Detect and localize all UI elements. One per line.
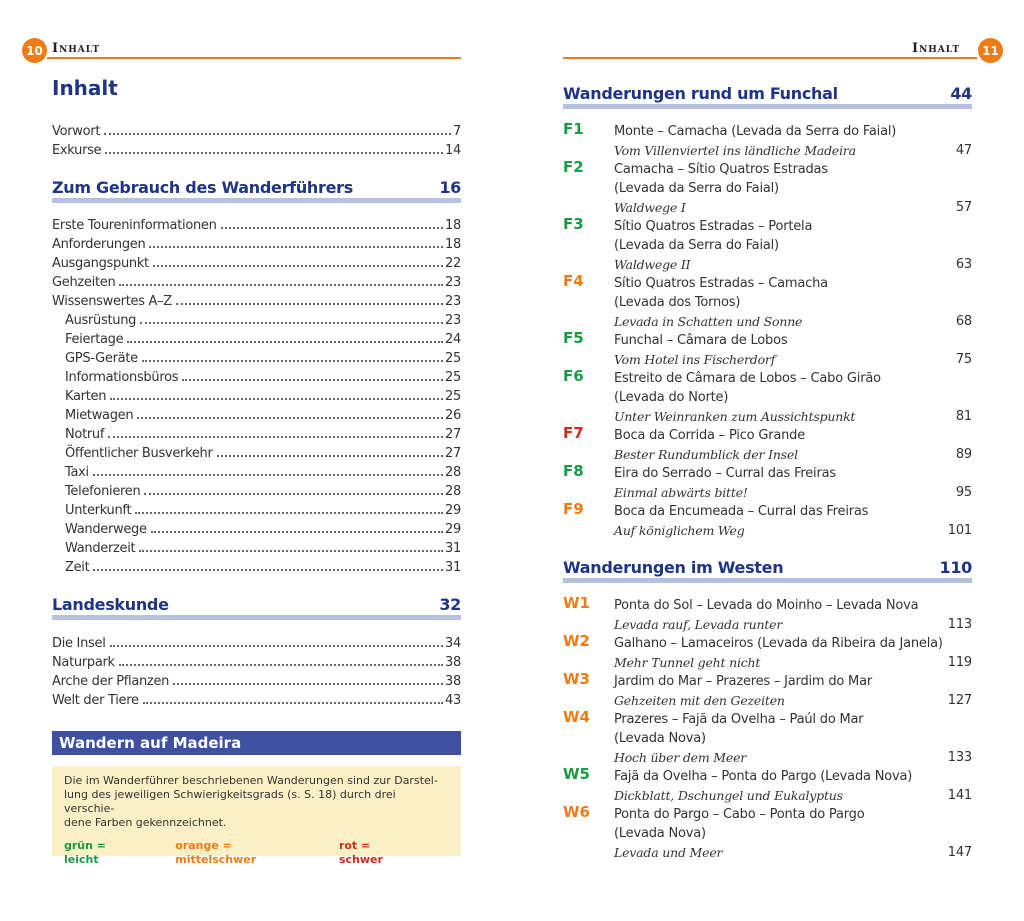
section-title: Wanderungen im Westen <box>563 558 784 577</box>
toc-entry-page: 18 <box>445 237 461 252</box>
toc-entry-label: Informationsbüros <box>65 370 179 385</box>
tour-code: W1 <box>563 594 590 612</box>
dot-leader <box>173 683 443 685</box>
dot-leader <box>105 152 443 154</box>
tour-entry[interactable] <box>563 594 972 632</box>
tour-code: W3 <box>563 670 590 688</box>
dot-leader <box>108 436 443 438</box>
tour-route: (Levada da Serra do Faial) <box>614 238 779 253</box>
tour-code: F3 <box>563 215 584 233</box>
tour-entry[interactable] <box>563 708 972 765</box>
tour-subtitle-row <box>614 481 972 500</box>
dot-leader <box>135 512 443 514</box>
toc-entry-page: 38 <box>445 655 461 670</box>
toc-entry-label: Welt der Tiere <box>52 693 139 708</box>
tour-route: Ponta do Pargo – Cabo – Ponta do Pargo <box>614 807 865 822</box>
toc-entry-label: Feiertage <box>65 332 124 347</box>
west-tour-list <box>563 594 972 860</box>
section-page: 44 <box>950 84 972 103</box>
tour-entry[interactable] <box>563 424 972 462</box>
tour-page: 95 <box>955 485 972 500</box>
tour-entry[interactable] <box>563 215 972 272</box>
tour-subtitle: Levada und Meer <box>614 845 723 860</box>
tour-route: Fajã da Ovelha – Ponta do Pargo (Levada Nova) <box>614 769 913 784</box>
tour-page: 119 <box>947 655 972 670</box>
header-label-left: Inhalt <box>52 41 101 56</box>
tour-page: 68 <box>955 314 972 329</box>
dot-leader <box>137 417 443 419</box>
tour-route: Ponta do Sol – Levada do Moinho – Levada Nova <box>614 598 919 613</box>
tour-subtitle: Levada in Schatten und Sonne <box>614 314 803 329</box>
tour-code: F6 <box>563 367 584 385</box>
tour-page: 133 <box>947 750 972 765</box>
dot-leader <box>144 493 443 495</box>
toc-entry[interactable] <box>52 252 461 271</box>
toc-entry-label: Ausrüstung <box>65 313 137 328</box>
madeira-section-bar: Wandern auf Madeira <box>52 731 461 755</box>
tour-entry[interactable] <box>563 120 972 158</box>
toc-entry-page: 26 <box>445 408 461 423</box>
tour-page: 75 <box>955 352 972 367</box>
toc-entry[interactable] <box>52 366 461 385</box>
dot-leader <box>110 645 444 647</box>
tour-entry[interactable] <box>563 670 972 708</box>
dot-leader <box>119 664 443 666</box>
toc-entry-page: 29 <box>445 503 461 518</box>
toc-entry[interactable] <box>52 537 461 556</box>
toc-entry[interactable] <box>52 309 461 328</box>
tour-page: 141 <box>947 788 972 803</box>
tour-page: 127 <box>947 693 972 708</box>
tour-route: Boca da Corrida – Pico Grande <box>614 428 806 443</box>
dot-leader <box>119 284 443 286</box>
toc-entry-label: Wanderwege <box>65 522 147 537</box>
legend-medium: orange = mittelschwer <box>175 839 257 866</box>
tour-route: Galhano – Lamaceiros (Levada da Ribeira da Janela) <box>614 636 943 651</box>
tour-code: F1 <box>563 120 584 138</box>
tour-subtitle: Unter Weinranken zum Aussichtspunkt <box>614 409 856 424</box>
tour-code: F8 <box>563 462 584 480</box>
toc-entry[interactable] <box>52 442 461 461</box>
section-heading-westen[interactable] <box>563 555 972 583</box>
toc-entry-label: GPS-Geräte <box>65 351 138 366</box>
section-title: Landeskunde <box>52 595 169 614</box>
tour-subtitle-row <box>614 253 972 272</box>
tour-subtitle-row <box>614 841 972 860</box>
tour-entry[interactable] <box>563 272 972 329</box>
toc-entry-page: 25 <box>445 351 461 366</box>
legend-easy: grün = leicht <box>64 839 107 866</box>
tour-subtitle-row <box>614 746 972 765</box>
note-line: Die im Wanderführer beschriebenen Wanderungen sind zur Darstel- <box>64 774 438 787</box>
toc-entry-label: Wanderzeit <box>65 541 136 556</box>
section-title: Wanderungen rund um Funchal <box>563 84 838 103</box>
tour-subtitle: Hoch über dem Meer <box>614 750 747 765</box>
toc-entry-page: 22 <box>445 256 461 271</box>
tour-page: 63 <box>955 257 972 272</box>
toc-entry[interactable] <box>52 214 461 233</box>
toc-entry[interactable] <box>52 233 461 252</box>
toc-entry-label: Unterkunft <box>65 503 132 518</box>
toc-entry[interactable] <box>52 290 461 309</box>
tour-code: F9 <box>563 500 584 518</box>
toc-entry-label: Gehzeiten <box>52 275 116 290</box>
section1-toc <box>52 214 461 575</box>
toc-entry-page: 28 <box>445 465 461 480</box>
toc-entry-page: 43 <box>445 693 461 708</box>
tour-page: 147 <box>947 845 972 860</box>
dot-leader <box>140 322 443 324</box>
toc-entry-label: Zeit <box>65 560 90 575</box>
section-page: 110 <box>939 558 972 577</box>
dot-leader <box>182 379 443 381</box>
toc-entry[interactable] <box>52 499 461 518</box>
toc-entry-page: 18 <box>445 218 461 233</box>
tour-code: F2 <box>563 158 584 176</box>
dot-leader <box>127 341 443 343</box>
dot-leader <box>139 550 443 552</box>
tour-page: 89 <box>955 447 972 462</box>
intro-toc <box>52 120 461 158</box>
toc-entry[interactable] <box>52 480 461 499</box>
toc-entry-label: Vorwort <box>52 124 101 139</box>
toc-entry[interactable] <box>52 461 461 480</box>
tour-subtitle-row <box>614 784 972 803</box>
note-line: dene Farben gekennzeichnet. <box>64 816 227 829</box>
toc-entry-page: 7 <box>453 124 461 139</box>
tour-route: Prazeres – Fajã da Ovelha – Paúl do Mar <box>614 712 864 727</box>
right-page <box>563 0 972 921</box>
tour-page: 101 <box>947 523 972 538</box>
page-title: Inhalt <box>52 76 118 100</box>
dot-leader <box>142 360 443 362</box>
toc-entry-page: 31 <box>445 541 461 556</box>
tour-subtitle-row <box>614 443 972 462</box>
toc-entry-label: Mietwagen <box>65 408 134 423</box>
tour-subtitle: Waldwege II <box>614 257 691 272</box>
toc-entry-label: Naturpark <box>52 655 115 670</box>
toc-entry[interactable] <box>52 689 461 708</box>
toc-entry[interactable] <box>52 632 461 651</box>
toc-entry[interactable] <box>52 518 461 537</box>
tour-subtitle: Einmal abwärts bitte! <box>614 485 748 500</box>
tour-route: Jardim do Mar – Prazeres – Jardim do Mar <box>614 674 872 689</box>
toc-entry-page: 27 <box>445 446 461 461</box>
toc-entry-page: 29 <box>445 522 461 537</box>
tour-subtitle: Gehzeiten mit den Gezeiten <box>614 693 785 708</box>
dot-leader <box>93 474 443 476</box>
tour-subtitle-row <box>614 689 972 708</box>
tour-subtitle: Auf königlichem Weg <box>614 523 745 538</box>
tour-subtitle: Vom Hotel ins Fischerdorf <box>614 352 776 367</box>
tour-page: 47 <box>955 143 972 158</box>
tour-subtitle-row <box>614 139 972 158</box>
tour-code: F7 <box>563 424 584 442</box>
tour-subtitle: Mehr Tunnel geht nicht <box>614 655 761 670</box>
tour-subtitle-row <box>614 348 972 367</box>
dot-leader <box>93 569 443 571</box>
toc-entry[interactable] <box>52 670 461 689</box>
tour-subtitle-row <box>614 651 972 670</box>
section-page: 32 <box>439 595 461 614</box>
toc-entry-page: 14 <box>445 143 461 158</box>
tour-page: 57 <box>955 200 972 215</box>
tour-route: (Levada dos Tornos) <box>614 295 741 310</box>
tour-subtitle: Waldwege I <box>614 200 686 215</box>
tour-subtitle: Levada rauf, Levada runter <box>614 617 783 632</box>
toc-entry-label: Ausgangspunkt <box>52 256 149 271</box>
toc-entry-label: Öffentlicher Busverkehr <box>65 446 213 461</box>
tour-subtitle-row <box>614 405 972 424</box>
toc-entry-page: 38 <box>445 674 461 689</box>
section-heading-gebrauch[interactable] <box>52 175 461 203</box>
toc-entry[interactable] <box>52 651 461 670</box>
tour-entry[interactable] <box>563 500 972 538</box>
toc-entry-label: Erste Toureninformationen <box>52 218 217 233</box>
tour-route: Sítio Quatros Estradas – Camacha <box>614 276 828 291</box>
dot-leader <box>217 455 444 457</box>
tour-subtitle-row <box>614 196 972 215</box>
toc-entry-page: 27 <box>445 427 461 442</box>
toc-entry-page: 24 <box>445 332 461 347</box>
toc-entry-label: Wissenswertes A–Z <box>52 294 172 309</box>
toc-entry-page: 31 <box>445 560 461 575</box>
section-heading-landeskunde[interactable] <box>52 592 461 620</box>
toc-entry[interactable] <box>52 139 461 158</box>
tour-subtitle: Bester Rundumblick der Insel <box>614 447 798 462</box>
toc-entry-label: Anforderungen <box>52 237 146 252</box>
dot-leader <box>104 133 451 135</box>
tour-route: (Levada Nova) <box>614 731 706 746</box>
dot-leader <box>153 265 443 267</box>
section-page: 16 <box>439 178 461 197</box>
toc-entry-label: Taxi <box>65 465 89 480</box>
toc-entry-page: 25 <box>445 389 461 404</box>
tour-entry[interactable] <box>563 462 972 500</box>
toc-entry-page: 23 <box>445 275 461 290</box>
toc-entry-label: Karten <box>65 389 107 404</box>
tour-code: F5 <box>563 329 584 347</box>
tour-subtitle-row <box>614 310 972 329</box>
tour-code: W5 <box>563 765 590 783</box>
tour-route: Eira do Serrado – Curral das Freiras <box>614 466 836 481</box>
toc-entry[interactable] <box>52 385 461 404</box>
tour-code: W2 <box>563 632 590 650</box>
tour-page: 81 <box>955 409 972 424</box>
tour-entry[interactable] <box>563 632 972 670</box>
toc-entry-label: Die Insel <box>52 636 106 651</box>
difficulty-note-box <box>52 766 461 866</box>
toc-entry[interactable] <box>52 120 461 139</box>
tour-subtitle-row <box>614 613 972 632</box>
tour-code: W6 <box>563 803 590 821</box>
tour-code: W4 <box>563 708 590 726</box>
tour-subtitle-row <box>614 519 972 538</box>
toc-entry-page: 34 <box>445 636 461 651</box>
tour-entry[interactable] <box>563 158 972 215</box>
dot-leader <box>151 531 443 533</box>
tour-entry[interactable] <box>563 329 972 367</box>
dot-leader <box>176 303 443 305</box>
toc-entry[interactable] <box>52 328 461 347</box>
toc-entry[interactable] <box>52 423 461 442</box>
section2-toc <box>52 632 461 708</box>
tour-subtitle: Vom Villenviertel ins ländliche Madeira <box>614 143 856 158</box>
toc-entry-label: Notruf <box>65 427 105 442</box>
toc-entry-page: 23 <box>445 313 461 328</box>
dot-leader <box>149 246 443 248</box>
tour-entry[interactable] <box>563 367 972 424</box>
funchal-tour-list <box>563 120 972 538</box>
tour-entry[interactable] <box>563 765 972 803</box>
tour-route: Estreito de Câmara de Lobos – Cabo Girão <box>614 371 881 386</box>
toc-entry-label: Telefonieren <box>65 484 141 499</box>
toc-entry[interactable] <box>52 271 461 290</box>
toc-entry-label: Exkurse <box>52 143 102 158</box>
section-title: Zum Gebrauch des Wanderführers <box>52 178 353 197</box>
page-number-badge-left: 10 <box>22 38 47 63</box>
toc-entry-page: 25 <box>445 370 461 385</box>
tour-route: (Levada do Norte) <box>614 390 729 405</box>
legend-hard: rot = schwer <box>338 839 383 866</box>
tour-route: Monte – Camacha (Levada da Serra do Faial) <box>614 124 897 139</box>
toc-entry[interactable] <box>52 404 461 423</box>
tour-route: Funchal – Câmara de Lobos <box>614 333 788 348</box>
difficulty-legend <box>64 839 449 867</box>
dot-leader <box>221 227 443 229</box>
tour-code: F4 <box>563 272 584 290</box>
left-page <box>52 0 461 921</box>
dot-leader <box>143 702 443 704</box>
tour-subtitle: Dickblatt, Dschungel und Eukalyptus <box>614 788 843 803</box>
tour-entry[interactable] <box>563 803 972 860</box>
tour-route: (Levada da Serra do Faial) <box>614 181 779 196</box>
tour-route: Camacha – Sítio Quatros Estradas <box>614 162 828 177</box>
toc-entry[interactable] <box>52 347 461 366</box>
tour-page: 113 <box>947 617 972 632</box>
toc-entry[interactable] <box>52 556 461 575</box>
dot-leader <box>110 398 443 400</box>
header-label-right: Inhalt <box>912 41 961 56</box>
tour-route: Sítio Quatros Estradas – Portela <box>614 219 813 234</box>
section-heading-funchal[interactable] <box>563 81 972 109</box>
note-line: lung des jeweiligen Schwierigkeitsgrads (s. S. 18) durch drei verschie- <box>64 788 396 815</box>
page-number-badge-right: 11 <box>978 38 1003 63</box>
tour-route: (Levada Nova) <box>614 826 706 841</box>
tour-route: Boca da Encumeada – Curral das Freiras <box>614 504 869 519</box>
toc-entry-label: Arche der Pflanzen <box>52 674 170 689</box>
toc-entry-page: 28 <box>445 484 461 499</box>
toc-entry-page: 23 <box>445 294 461 309</box>
